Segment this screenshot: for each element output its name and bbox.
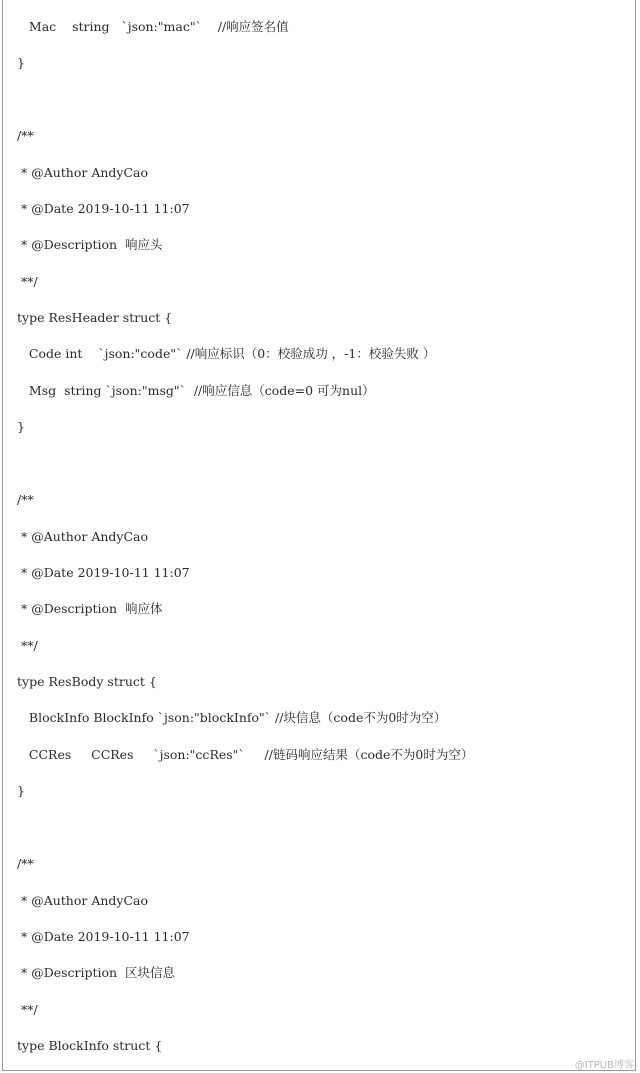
watermark: @ITPUB博客: [574, 1060, 634, 1071]
code-frame: [2, 0, 636, 1071]
code-line: * @Description 响应头: [17, 237, 163, 252]
code-line: Mac string `json:"mac"` //响应签名值: [17, 19, 289, 34]
code-line: Code int `json:"code"` //响应标识（0：校验成功 ，-1：校验失败 ）: [17, 346, 436, 361]
code-line: * @Date 2019-10-11 11:07: [17, 929, 190, 944]
code-line: * @Author AndyCao: [17, 165, 149, 180]
code-line: /**: [17, 856, 34, 871]
code-line: type BlockInfo struct {: [17, 1038, 163, 1053]
code-line: * @Date 2019-10-11 11:07: [17, 565, 190, 580]
code-line: * @Description 区块信息: [17, 965, 176, 980]
code-line: }: [17, 55, 25, 70]
code-line: /**: [17, 492, 34, 507]
code-line: /**: [17, 128, 34, 143]
code-line: * @Author AndyCao: [17, 529, 149, 544]
code-line: CCRes CCRes `json:"ccRes"` //链码响应结果（code不为0时为空）: [17, 747, 474, 762]
code-line: **/: [17, 1002, 38, 1017]
code-line: type ResBody struct {: [17, 674, 157, 689]
code-line: **/: [17, 638, 38, 653]
code-line: }: [17, 783, 25, 798]
code-line: * @Description 响应体: [17, 601, 163, 616]
code-line: }: [17, 419, 25, 434]
code-line: **/: [17, 274, 38, 289]
code-line: * @Author AndyCao: [17, 893, 149, 908]
code-line: Msg string `json:"msg"` //响应信息（code=0 可为nul）: [17, 383, 375, 398]
code-line: BlockInfo BlockInfo `json:"blockInfo"` //块信息（code不为0时为空）: [17, 710, 447, 725]
code-line: * @Date 2019-10-11 11:07: [17, 201, 190, 216]
code-line: type ResHeader struct {: [17, 310, 173, 325]
